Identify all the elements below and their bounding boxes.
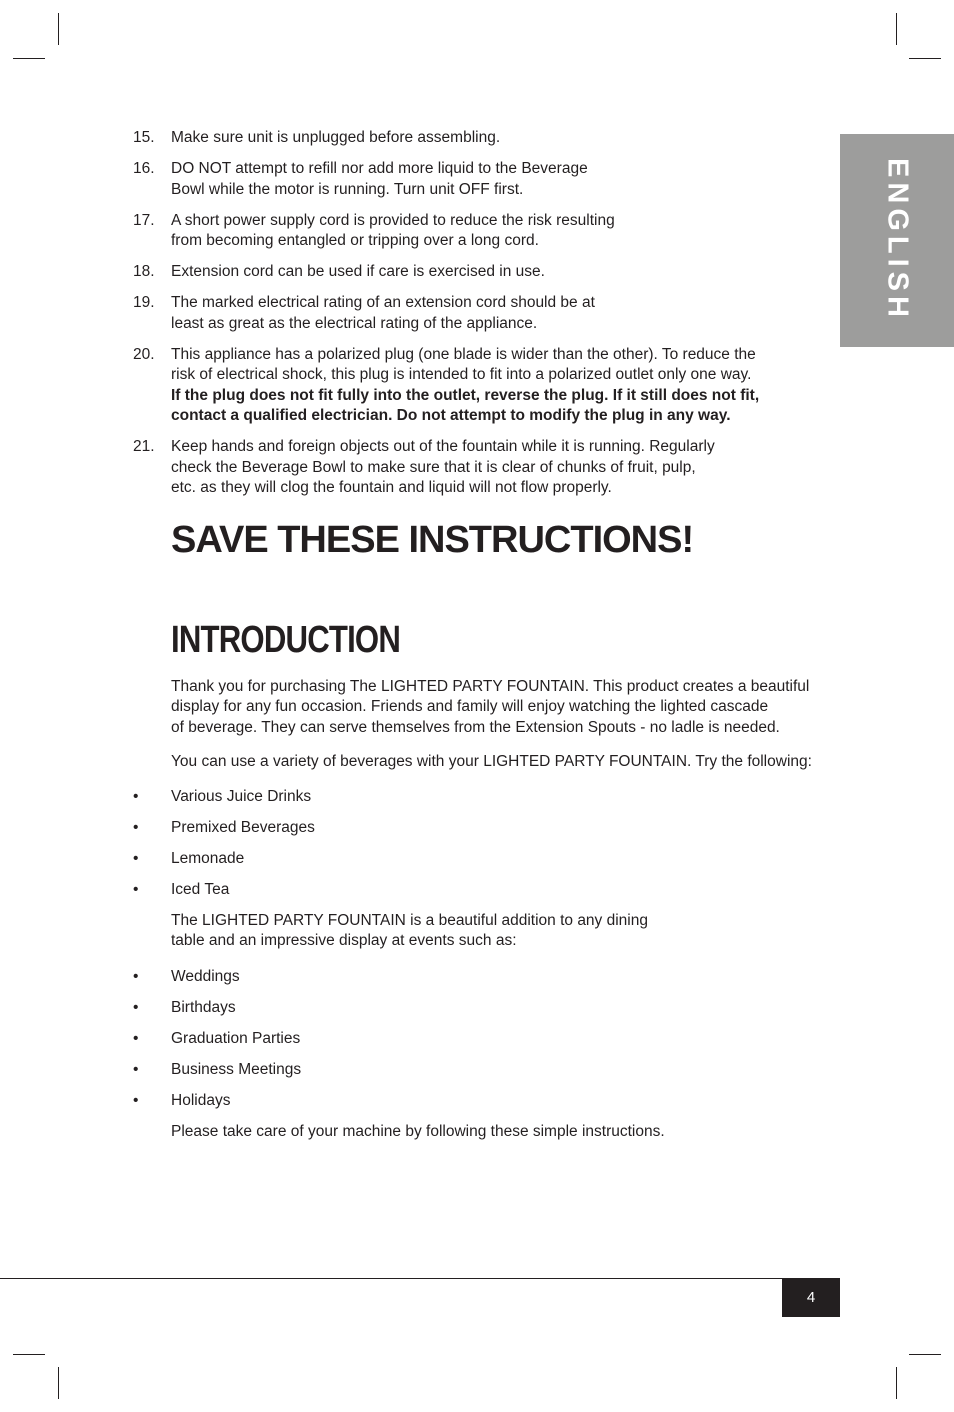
safety-item bbox=[133, 293, 813, 334]
safety-item bbox=[133, 211, 813, 252]
crop-mark-top-right-vertical bbox=[896, 13, 897, 45]
crop-mark-bottom-right-horizontal bbox=[909, 1354, 941, 1355]
bullet-marker: • bbox=[133, 967, 139, 985]
crop-mark-bottom-right-vertical bbox=[896, 1367, 897, 1399]
event-item bbox=[133, 998, 813, 1019]
page-content bbox=[133, 128, 813, 1142]
item-text-line: This appliance has a polarized plug (one blade is wider than the other). To reduce the bbox=[171, 345, 756, 363]
bullet-text: Various Juice Drinks bbox=[171, 787, 312, 805]
events-intro-line: table and an impressive display at events such as: bbox=[171, 932, 517, 949]
item-number: 18. bbox=[133, 263, 155, 280]
item-text-line: DO NOT attempt to refill nor add more liquid to the Beverage bbox=[171, 160, 588, 177]
beverage-item bbox=[133, 880, 813, 901]
crop-mark-top-left-horizontal bbox=[13, 58, 45, 59]
bullet-text: Holidays bbox=[171, 1091, 231, 1109]
bullet-marker: • bbox=[133, 1060, 139, 1078]
crop-mark-top-left-vertical bbox=[58, 13, 59, 45]
event-item bbox=[133, 1029, 813, 1050]
safety-instructions-list bbox=[133, 128, 813, 499]
item-number: 16. bbox=[133, 160, 155, 177]
item-number: 20. bbox=[133, 345, 155, 363]
item-text-line: Extension cord can be used if care is exercised in use. bbox=[171, 263, 545, 280]
bullet-marker: • bbox=[133, 849, 139, 867]
events-intro-paragraph bbox=[171, 911, 813, 952]
safety-item bbox=[133, 159, 813, 200]
save-instructions-heading: SAVE THESE INSTRUCTIONS! bbox=[171, 518, 694, 561]
bullet-marker: • bbox=[133, 880, 139, 898]
safety-item bbox=[133, 262, 813, 283]
item-text-line: Bowl while the motor is running. Turn unit OFF first. bbox=[171, 180, 524, 198]
beverages-intro-paragraph: You can use a variety of beverages with your LIGHTED PARTY FOUNTAIN. Try the following: bbox=[171, 753, 812, 770]
event-list bbox=[133, 967, 813, 1112]
bullet-text: Graduation Parties bbox=[171, 1029, 301, 1047]
crop-mark-bottom-left-horizontal bbox=[13, 1354, 45, 1355]
item-text-line: from becoming entangled or tripping over a long cord. bbox=[171, 232, 539, 249]
item-text-line: risk of electrical shock, this plug is intended to fit into a polarized outlet only one way. bbox=[171, 366, 752, 383]
crop-mark-top-right-horizontal bbox=[909, 58, 941, 59]
item-text-line: etc. as they will clog the fountain and liquid will not flow properly. bbox=[171, 479, 612, 496]
safety-item bbox=[133, 128, 813, 149]
item-text-line: A short power supply cord is provided to reduce the risk resulting bbox=[171, 211, 615, 229]
event-item bbox=[133, 1060, 813, 1081]
beverage-item bbox=[133, 787, 813, 808]
item-number: 17. bbox=[133, 211, 155, 229]
item-text-line: Keep hands and foreign objects out of the fountain while it is running. Regularly bbox=[171, 438, 715, 455]
bullet-text: Lemonade bbox=[171, 849, 245, 867]
item-text-line: check the Beverage Bowl to make sure that it is clear of chunks of fruit, pulp, bbox=[171, 458, 696, 476]
intro-paragraph-line: of beverage. They can serve themselves from the Extension Spouts - no ladle is needed. bbox=[171, 718, 780, 736]
bullet-marker: • bbox=[133, 998, 139, 1016]
language-label: ENGLISH bbox=[881, 158, 914, 322]
item-number: 21. bbox=[133, 438, 155, 455]
language-side-tab bbox=[840, 134, 954, 347]
item-text-line: least as great as the electrical rating of the appliance. bbox=[171, 314, 538, 332]
closing-paragraph: Please take care of your machine by following these simple instructions. bbox=[171, 1122, 665, 1140]
item-number: 19. bbox=[133, 294, 155, 311]
bullet-text: Business Meetings bbox=[171, 1060, 302, 1078]
introduction-heading: INTRODUCTION bbox=[171, 618, 401, 661]
bullet-marker: • bbox=[133, 818, 139, 836]
bullet-marker: • bbox=[133, 787, 139, 805]
item-warning-line: contact a qualified electrician. Do not attempt to modify the plug in any way. bbox=[171, 407, 731, 424]
bullet-text: Iced Tea bbox=[171, 880, 230, 898]
crop-mark-bottom-left-vertical bbox=[58, 1367, 59, 1399]
footer-rule bbox=[0, 1278, 840, 1279]
safety-item bbox=[133, 437, 813, 499]
item-number: 15. bbox=[133, 129, 155, 146]
beverage-item bbox=[133, 818, 813, 839]
bullet-text: Premixed Beverages bbox=[171, 818, 315, 836]
beverage-list bbox=[133, 787, 813, 901]
intro-paragraph bbox=[171, 677, 813, 739]
bullet-marker: • bbox=[133, 1029, 139, 1047]
item-text-line: The marked electrical rating of an extension cord should be at bbox=[171, 294, 595, 311]
intro-paragraph-line: display for any fun occasion. Friends and family will enjoy watching the lighted cascade bbox=[171, 698, 769, 715]
item-text-line: Make sure unit is unplugged before assembling. bbox=[171, 129, 501, 146]
beverage-item bbox=[133, 849, 813, 870]
event-item bbox=[133, 967, 813, 988]
item-warning-line: If the plug does not fit fully into the outlet, reverse the plug. If it still does not fit, bbox=[171, 386, 760, 404]
events-intro-line: The LIGHTED PARTY FOUNTAIN is a beautiful addition to any dining bbox=[171, 911, 648, 929]
intro-paragraph-line: Thank you for purchasing The LIGHTED PARTY FOUNTAIN. This product creates a beautiful bbox=[171, 677, 810, 695]
bullet-text: Birthdays bbox=[171, 998, 236, 1016]
bullet-text: Weddings bbox=[171, 967, 240, 985]
bullet-marker: • bbox=[133, 1091, 139, 1109]
page-number: 4 bbox=[782, 1278, 840, 1317]
safety-item bbox=[133, 345, 813, 427]
event-item bbox=[133, 1091, 813, 1112]
